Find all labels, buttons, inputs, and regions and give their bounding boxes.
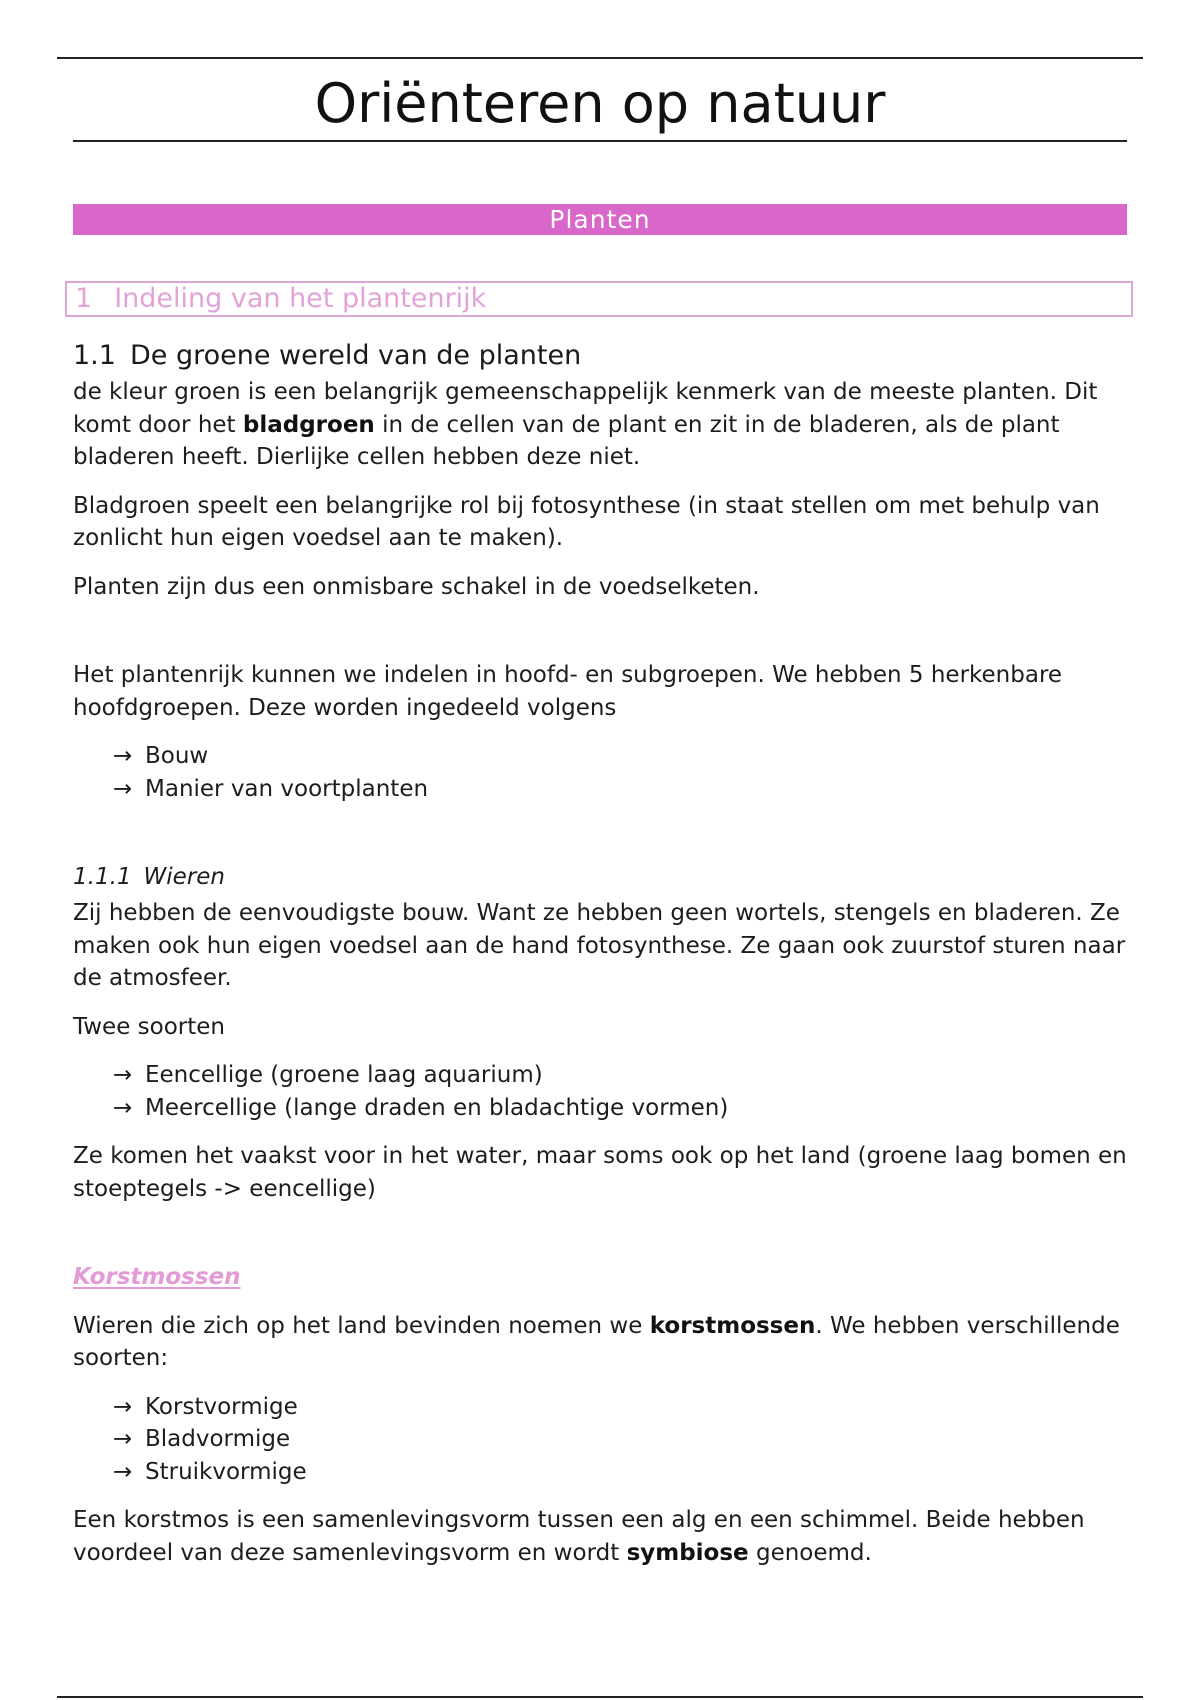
text-run: Een korstmos is een samenlevingsvorm tussen een alg en een schimmel. Beide hebben voordeel van deze samenlevingsvorm en wordt <box>73 1507 1085 1566</box>
paragraph-wieren-habitat: Ze komen het vaakst voor in het water, maar soms ook op het land (groene laag bomen en stoeptegels -> eencellige) <box>73 1143 1127 1202</box>
paragraph-bladgroen <box>73 376 1153 474</box>
list-item <box>113 740 1153 773</box>
arrow-right-icon: → <box>113 1426 133 1452</box>
top-rule <box>57 57 1143 59</box>
paragraph-hoofdgroepen: Het plantenrijk kunnen we indelen in hoofd- en subgroepen. We hebben 5 herkenbare hoofdgroepen. Deze worden ingedeeld volgens <box>73 662 1063 721</box>
list-item-text: Korstvormige <box>145 1393 298 1420</box>
paragraph-korstmossen <box>73 1310 1153 1375</box>
text-run: Wieren die zich op het land bevinden noemen we <box>73 1312 650 1339</box>
list-item-text: Bladvormige <box>145 1426 291 1452</box>
subsection-heading-wieren <box>73 861 1153 893</box>
list-item-text: Manier van voortplanten <box>145 775 429 802</box>
korstmossen-link[interactable]: Korstmossen <box>73 1264 241 1290</box>
list-item-text: Eencellige (groene laag aquarium) <box>145 1062 543 1088</box>
section-number: 1.1 <box>73 340 116 371</box>
list-item <box>113 1423 1153 1456</box>
list-item <box>113 1092 1153 1125</box>
list-item-text: Meercellige (lange draden en bladachtige vormen) <box>145 1094 729 1121</box>
arrow-right-icon: → <box>113 743 133 769</box>
list-item-text: Bouw <box>145 743 209 769</box>
arrow-right-icon: → <box>113 775 133 802</box>
list-item-text: Struikvormige <box>145 1458 307 1485</box>
section-banner: Planten <box>73 204 1127 235</box>
subsection-number: 1.1.1 <box>73 864 132 890</box>
text-run: . We hebben verschillende soorten: <box>73 1312 1120 1371</box>
paragraph-wieren-bouw: Zij hebben de eenvoudigste bouw. Want ze hebben geen wortels, stengels en bladeren. Ze maken ook hun eigen voedsel aan de hand fotosynthese. Ze gaan ook zuurstof sturen naar de atmosfeer. <box>73 900 1126 991</box>
section-title: De groene wereld van de planten <box>129 340 582 371</box>
text-run: in de cellen van de plant en zit in de bladeren, als de plant bladeren heeft. Dierlijke cellen hebben deze niet. <box>73 411 1060 470</box>
paragraph-fotosynthese: Bladgroen speelt een belangrijke rol bij fotosynthese (in staat stellen om met behulp van zonlicht hun eigen voedsel aan te maken). <box>73 492 1100 551</box>
paragraph-twee-soorten: Twee soorten <box>73 1013 225 1040</box>
wieren-types-list <box>73 1059 1153 1124</box>
criteria-list <box>73 740 1153 805</box>
text-run: de kleur groen is een belangrijk gemeenschappelijk kenmerk van de meeste planten. Dit komt door het <box>73 379 1098 438</box>
arrow-right-icon: → <box>113 1458 133 1485</box>
chapter-number: 1 <box>75 283 93 314</box>
paragraph-symbiose <box>73 1504 1153 1569</box>
document-title: Oriënteren op natuur <box>314 72 886 135</box>
korstmossen-heading <box>73 1261 1153 1294</box>
bold-term-bladgroen: bladgroen <box>242 411 375 438</box>
section-heading-1-1 <box>73 338 1153 374</box>
list-item <box>113 1456 1153 1489</box>
arrow-right-icon: → <box>113 1062 133 1088</box>
list-item <box>113 1059 1153 1092</box>
list-item <box>113 1391 1153 1424</box>
text-run: genoemd. <box>748 1539 872 1566</box>
bottom-rule <box>57 1696 1143 1698</box>
korstmossen-types-list <box>73 1391 1153 1489</box>
chapter-title: Indeling van het plantenrijk <box>114 283 487 314</box>
document-body <box>73 338 1153 1569</box>
arrow-right-icon: → <box>113 1393 133 1420</box>
list-item <box>113 773 1153 806</box>
subsection-title: Wieren <box>143 864 225 890</box>
bold-term-symbiose: symbiose <box>626 1539 749 1566</box>
bold-term-korstmossen: korstmossen <box>649 1312 816 1339</box>
arrow-right-icon: → <box>113 1094 133 1121</box>
chapter-heading <box>65 281 1133 317</box>
paragraph-voedselketen: Planten zijn dus een onmisbare schakel in de voedselketen. <box>73 573 760 600</box>
title-underline <box>73 140 1127 142</box>
